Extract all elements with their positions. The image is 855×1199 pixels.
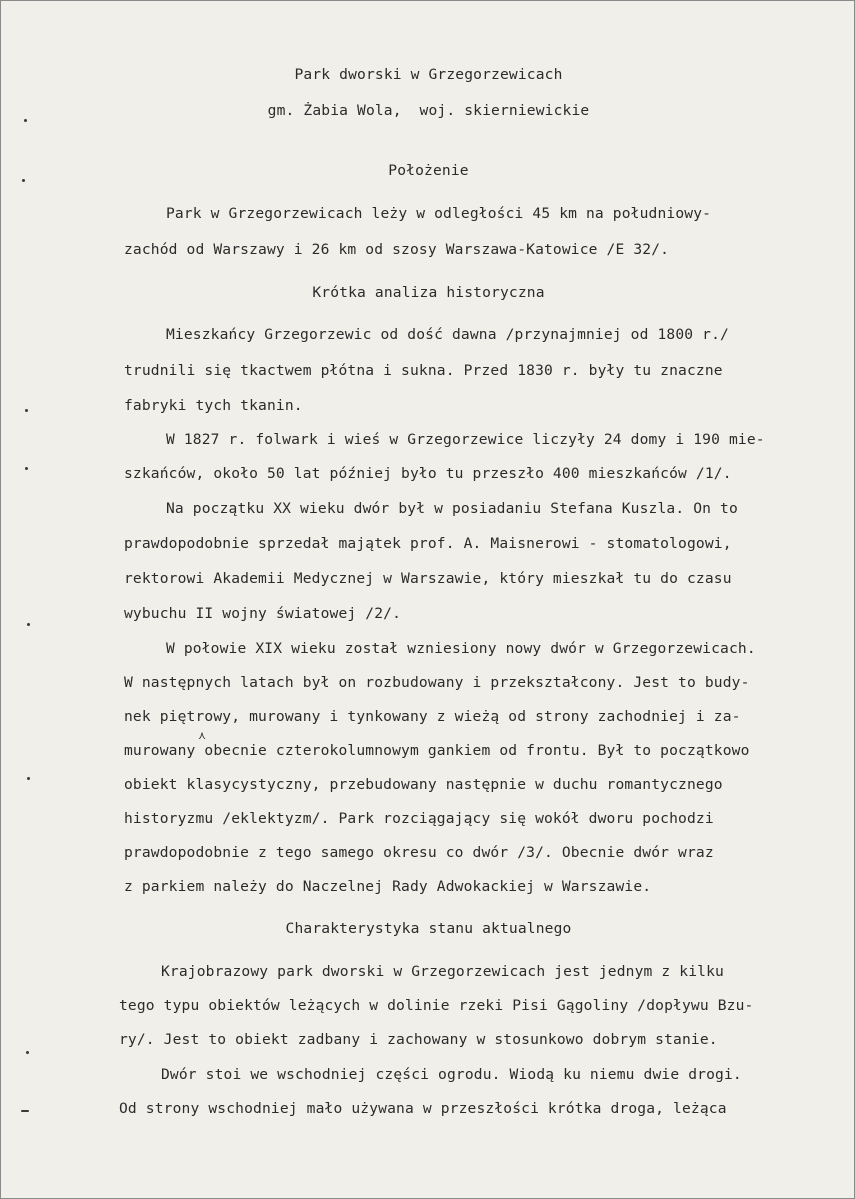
margin-mark (26, 1051, 29, 1054)
text-line: W 1827 r. folwark i wieś w Grzegorzewice liczyły 24 domy i 190 mie- (166, 431, 765, 448)
insertion-mark: ⋏ (198, 729, 207, 742)
text-line: Na początku XX wieku dwór był w posiadaniu Stefana Kuszla. On to (166, 500, 738, 517)
text-line: zachód od Warszawy i 26 km od szosy Warszawa-Katowice /E 32/. (124, 241, 670, 258)
text-line: Mieszkańcy Grzegorzewic od dość dawna /przynajmniej od 1800 r./ (166, 326, 729, 343)
text-line: obiekt klasycystyczny, przebudowany następnie w duchu romantycznego (124, 776, 723, 793)
document-subtitle: gm. Żabia Wola, woj. skierniewickie (267, 102, 590, 119)
text-line: prawdopodobnie z tego samego okresu co dwór /3/. Obecnie dwór wraz (124, 844, 714, 861)
section-heading: Położenie (388, 162, 469, 179)
text-line: Od strony wschodniej mało używana w przeszłości krótka droga, leżąca (119, 1100, 727, 1117)
text-line: murowany obecnie czterokolumnowym gankiem od frontu. Był to początkowo (124, 742, 750, 759)
section-heading: Charakterystyka stanu aktualnego (285, 920, 572, 937)
text-line: Park w Grzegorzewicach leży w odległości 45 km na południowy- (166, 205, 712, 222)
text-line: historyzmu /eklektyzm/. Park rozciągający się wokół dworu pochodzi (124, 810, 714, 827)
text-line: rektorowi Akademii Medycznej w Warszawie, który mieszkał tu do czasu (124, 570, 732, 587)
text-line: Krajobrazowy park dworski w Grzegorzewicach jest jednym z kilku (161, 963, 724, 980)
text-line: nek piętrowy, murowany i tynkowany z wieżą od strony zachodniej i za- (124, 708, 741, 725)
text-line: z parkiem należy do Naczelnej Rady Adwokackiej w Warszawie. (124, 878, 652, 895)
margin-mark (25, 467, 28, 470)
text-line: trudnili się tkactwem płótna i sukna. Przed 1830 r. były tu znaczne (124, 362, 723, 379)
text-line: szkańców, około 50 lat później było tu przeszło 400 mieszkańców /1/. (124, 465, 732, 482)
text-line: fabryki tych tkanin. (124, 397, 303, 414)
margin-mark (25, 409, 28, 412)
margin-mark (27, 777, 30, 780)
section-heading: Krótka analiza historyczna (312, 284, 545, 301)
text-line: W połowie XIX wieku został wzniesiony nowy dwór w Grzegorzewicach. (166, 640, 756, 657)
document-title: Park dworski w Grzegorzewicach (294, 66, 563, 83)
text-line: prawdopodobnie sprzedał majątek prof. A. Maisnerowi - stomatologowi, (124, 535, 732, 552)
text-line: wybuchu II wojny światowej /2/. (124, 605, 402, 622)
margin-mark (21, 1110, 29, 1112)
text-line: ry/. Jest to obiekt zadbany i zachowany w stosunkowo dobrym stanie. (119, 1031, 718, 1048)
text-line: Dwór stoi we wschodniej części ogrodu. Wiodą ku niemu dwie drogi. (161, 1066, 742, 1083)
margin-mark (27, 623, 30, 626)
text-line: W następnych latach był on rozbudowany i przekształcony. Jest to budy- (124, 674, 750, 691)
text-line: tego typu obiektów leżących w dolinie rzeki Pisi Gągoliny /dopływu Bzu- (119, 997, 754, 1014)
